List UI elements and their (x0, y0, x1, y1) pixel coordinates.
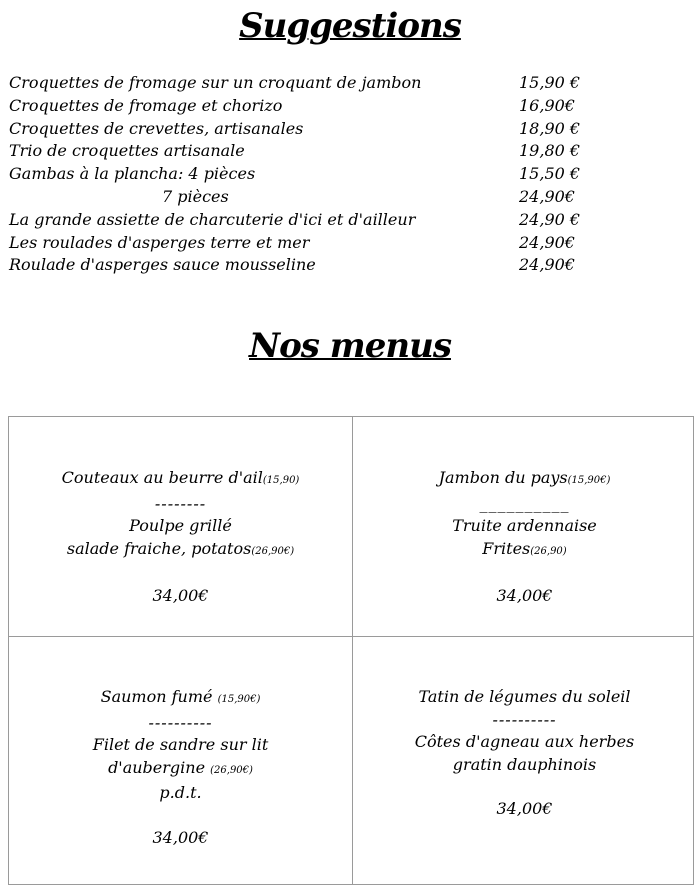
starter-price: (15,90€) (567, 475, 611, 486)
menu-starter (9, 467, 352, 493)
list-item (0, 118, 700, 141)
dish-name: Croquettes de crevettes, artisanales (9, 118, 304, 138)
menu-card (353, 467, 696, 608)
menu-main-line: p.d.t. (159, 783, 202, 802)
menu-separator: -------- (154, 493, 207, 513)
list-item (0, 95, 700, 118)
dish-price: 24,90€ (519, 255, 575, 275)
menus-grid (8, 416, 694, 885)
menu-separator: ---------- (492, 709, 557, 729)
dish-name: Croquettes de fromage sur un croquant de jambon (9, 73, 422, 92)
starter-name: Jambon du pays (438, 468, 568, 487)
menus-title: Nos menus (249, 326, 451, 366)
menu-card (9, 467, 352, 608)
menu-price: 34,00€ (152, 586, 209, 605)
list-item (0, 140, 700, 163)
dish-price: 15,50 € (519, 164, 581, 184)
menu-main-line: gratin dauphinois (452, 754, 597, 774)
grid-divider-horizontal (9, 636, 693, 637)
menu-separator: ---------- (148, 712, 213, 732)
dish-name: 7 pièces (162, 186, 229, 206)
main-name: d'aubergine (108, 757, 206, 777)
main-price: (26,90) (530, 545, 567, 557)
menu-price: 34,00€ (152, 827, 209, 847)
dish-price: 16,90€ (519, 95, 575, 115)
list-item (0, 254, 700, 277)
menu-main-line: Truite ardennaise (452, 516, 597, 535)
menu-main-line (353, 538, 696, 564)
dish-price: 24,90€ (519, 186, 575, 206)
list-item (0, 186, 700, 209)
menu-starter (9, 686, 352, 712)
starter-name: Saumon fumé (100, 687, 213, 706)
menu-card (9, 686, 352, 849)
menu-main-line (9, 757, 352, 783)
menu-main-line: Poulpe grillé (129, 516, 232, 535)
menu-separator: __________ (479, 493, 570, 513)
main-price: (26,90€) (210, 764, 253, 776)
dish-price: 19,80 € (519, 141, 581, 161)
list-item (0, 232, 700, 255)
dish-name: Roulade d'asperges sauce mousseline (9, 255, 316, 275)
menu-price: 34,00€ (496, 586, 553, 605)
dish-price: 15,90 € (519, 73, 581, 92)
menu-price: 34,00€ (496, 799, 553, 818)
dish-name: Gambas à la plancha: 4 pièces (9, 164, 256, 184)
dish-name: La grande assiette de charcuterie d'ici et d'ailleur (9, 209, 416, 229)
list-item (0, 209, 700, 232)
starter-price: (15,90) (262, 475, 300, 486)
dish-name: Les roulades d'asperges terre et mer (9, 232, 310, 252)
menu-main-line (9, 538, 352, 564)
main-name: salade fraiche, potatos (66, 538, 252, 558)
suggestions-list (0, 72, 700, 277)
menu-main-line: Côtes d'agneau aux herbes (414, 732, 635, 751)
starter-price: (15,90€) (217, 694, 261, 705)
menu-starter: Tatin de légumes du soleil (418, 687, 631, 706)
list-item (0, 163, 700, 186)
dish-price: 18,90 € (519, 118, 581, 138)
dish-price: 24,90 € (519, 209, 581, 229)
list-item (0, 72, 700, 95)
starter-name: Couteaux au beurre d'ail (61, 468, 263, 487)
dish-name: Croquettes de fromage et chorizo (9, 95, 283, 115)
suggestions-title: Suggestions (239, 6, 461, 46)
dish-name: Trio de croquettes artisanale (9, 141, 245, 161)
menu-main-line: Filet de sandre sur lit (92, 735, 269, 754)
menu-card (353, 686, 696, 821)
dish-price: 24,90€ (519, 232, 575, 252)
menu-starter (353, 467, 696, 493)
main-price: (26,90€) (251, 545, 295, 557)
main-name: Frites (482, 538, 531, 558)
